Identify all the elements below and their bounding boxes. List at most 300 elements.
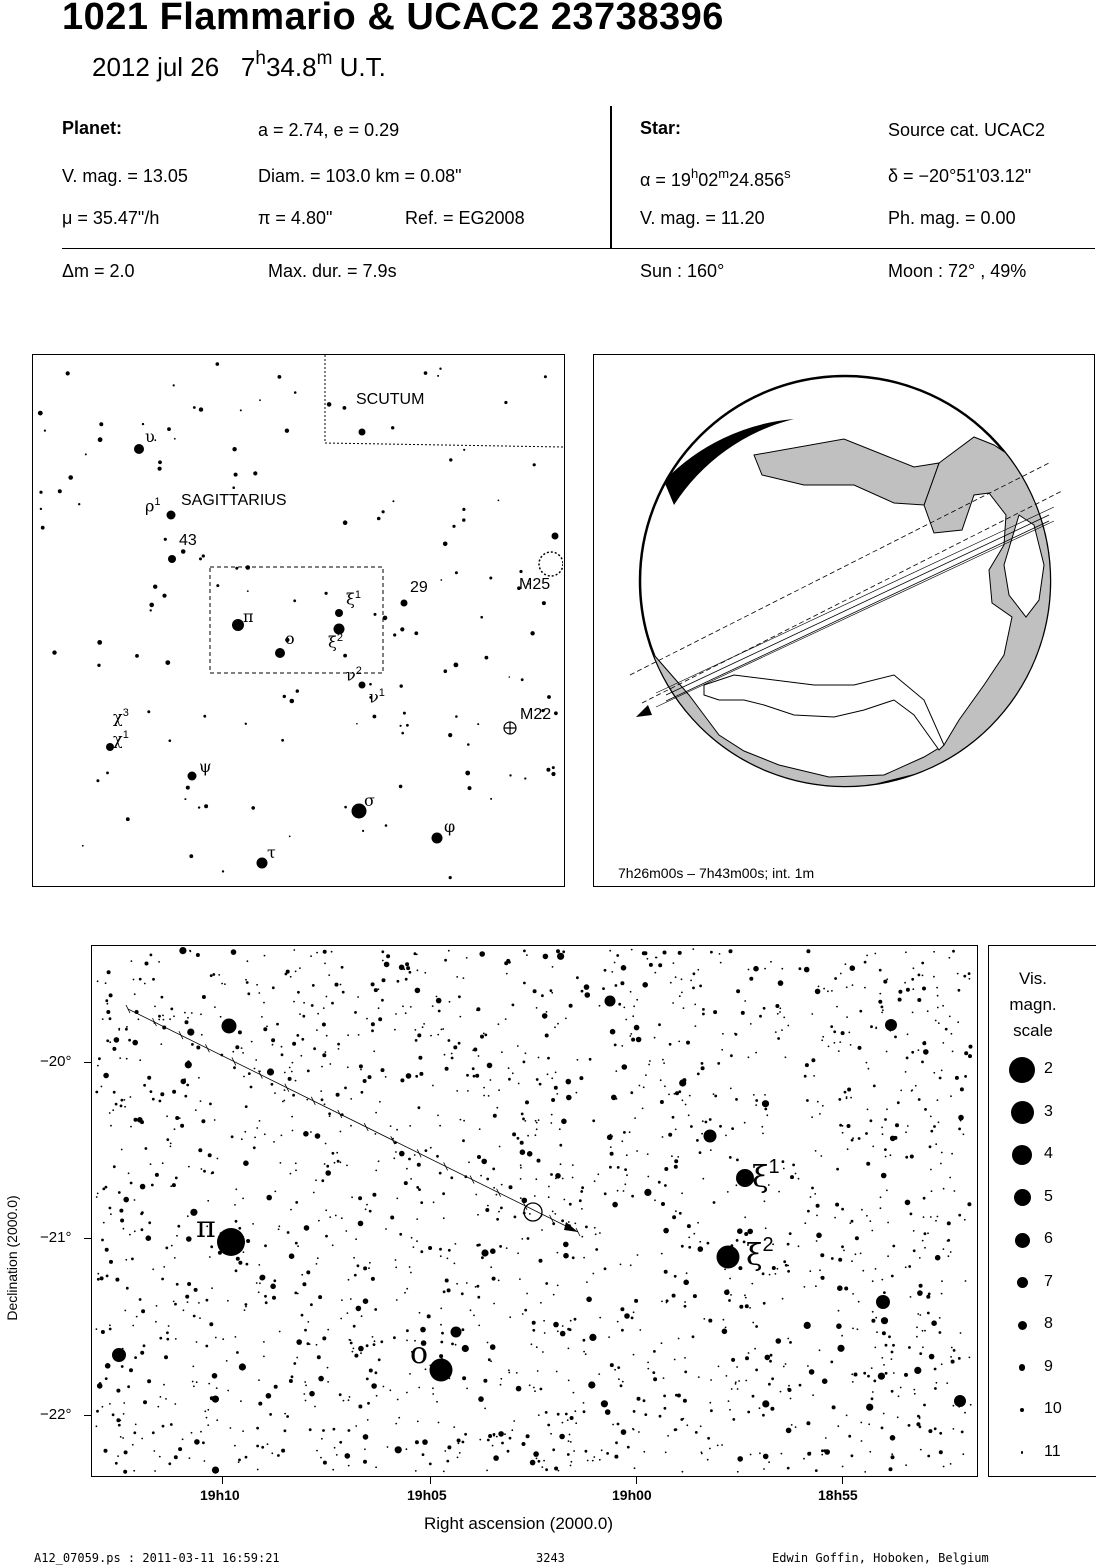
field-star: [245, 1456, 248, 1459]
dec-tick-mark-20: [84, 1062, 91, 1063]
field-star: [540, 1388, 543, 1391]
field-star: [233, 1066, 236, 1069]
field-star: [470, 1309, 472, 1311]
field-star: [735, 1381, 737, 1383]
field-star: [891, 1358, 893, 1360]
field-star: [281, 1053, 284, 1056]
field-star: [724, 1290, 730, 1296]
field-star: [279, 1331, 281, 1333]
field-star: [787, 1025, 789, 1027]
field-star: [822, 1105, 824, 1107]
scale-dot-mag-7: [1017, 1277, 1028, 1288]
field-star: [842, 1466, 844, 1468]
field-star: [374, 1308, 377, 1311]
field-star: [451, 1057, 454, 1060]
field-star: [795, 1173, 797, 1175]
field-star: [168, 1462, 171, 1465]
field-star: [759, 1452, 761, 1454]
field-star: [816, 1233, 822, 1239]
finder-star: [547, 695, 551, 699]
field-star: [567, 1419, 569, 1421]
field-star: [585, 1353, 587, 1355]
field-star: [942, 1042, 944, 1044]
finder-star: [455, 715, 458, 718]
field-star: [813, 1075, 815, 1077]
field-star: [867, 1375, 870, 1378]
field-star: [456, 1090, 458, 1092]
field-star: [744, 1122, 746, 1124]
field-star: [881, 1317, 888, 1324]
field-star: [102, 1018, 104, 1020]
field-star: [174, 1257, 176, 1259]
field-star: [673, 962, 675, 964]
field-star: [854, 1373, 858, 1377]
field-star: [664, 1167, 668, 1171]
field-star: [109, 1017, 112, 1020]
field-star: [709, 1118, 712, 1121]
finder-chart: [32, 354, 565, 887]
field-star: [190, 950, 192, 952]
field-star: [126, 1287, 129, 1290]
field-star: [490, 1266, 492, 1268]
finder-star: [327, 402, 332, 407]
field-star: [536, 1007, 538, 1009]
field-star: [416, 1186, 419, 1189]
field-star: [272, 986, 275, 989]
finder-star: [216, 584, 219, 587]
field-star: [930, 1216, 932, 1218]
field-star: [850, 1044, 852, 1046]
field-star: [687, 1224, 691, 1228]
finder-star: [40, 508, 42, 510]
field-star: [115, 1103, 118, 1106]
field-star: [763, 1468, 765, 1470]
field-star: [647, 958, 649, 960]
field-star: [707, 1242, 710, 1245]
field-star: [887, 1255, 889, 1257]
finder-star: [135, 654, 139, 658]
field-star: [459, 1016, 461, 1018]
field-star: [833, 1030, 836, 1033]
field-star: [361, 1315, 363, 1317]
field-star: [264, 1133, 266, 1135]
field-star: [654, 1199, 656, 1201]
field-star: [648, 1064, 650, 1066]
field-star: [905, 1200, 911, 1206]
field-star: [749, 1307, 751, 1309]
field-star: [755, 1325, 758, 1328]
field-star: [325, 1235, 328, 1238]
field-star: [583, 1257, 585, 1259]
field-star: [574, 1318, 577, 1321]
field-star: [755, 1052, 757, 1054]
field-star: [586, 1297, 592, 1303]
field-star: [886, 978, 888, 980]
field-star: [935, 1220, 937, 1222]
field-star: [904, 1373, 908, 1377]
field-star: [454, 1263, 456, 1265]
field-star: [866, 1215, 868, 1217]
field-star: [663, 1377, 665, 1379]
field-star: [938, 1022, 940, 1024]
field-star: [674, 1275, 677, 1278]
field-star: [332, 1469, 334, 1471]
scale-label-mag-11: 11: [1044, 1442, 1061, 1460]
field-star: [636, 1150, 638, 1152]
field-star: [918, 974, 921, 977]
field-star: [320, 1457, 322, 1459]
field-star: [278, 1225, 280, 1227]
field-star: [507, 1450, 510, 1453]
field-star: [728, 1400, 730, 1402]
field-star: [675, 1091, 679, 1095]
field-star: [750, 1454, 752, 1456]
field-star: [570, 1441, 572, 1443]
field-star: [207, 1409, 209, 1411]
field-star: [629, 1131, 631, 1133]
field-star: [735, 1383, 737, 1385]
field-star: [131, 1258, 134, 1261]
field-star: [594, 1180, 596, 1182]
footer-file: A12_07059.ps : 2011-03-11 16:59:21: [34, 1551, 280, 1565]
ra-tick-mark-1905: [430, 1477, 431, 1484]
field-star: [348, 1429, 351, 1432]
field-star: [129, 1368, 133, 1372]
field-star: [109, 1403, 111, 1405]
scale-dot-mag-11: [1021, 1451, 1024, 1454]
star-pi: [217, 1228, 245, 1256]
field-star: [750, 1023, 752, 1025]
field-star: [209, 1322, 213, 1326]
field-star: [721, 1444, 723, 1446]
field-star: [709, 1402, 711, 1404]
field-star: [326, 996, 328, 998]
field-star: [703, 1318, 705, 1320]
field-star: [560, 1163, 562, 1165]
field-star: [828, 1046, 830, 1048]
field-star: [942, 1005, 944, 1007]
finder-star: [126, 817, 130, 821]
field-star: [523, 982, 526, 985]
field-star: [661, 1202, 665, 1206]
field-star: [175, 1116, 179, 1120]
field-star: [196, 1046, 200, 1050]
field-star: [160, 1043, 162, 1045]
field-star: [614, 1044, 617, 1047]
field-star: [493, 1455, 499, 1461]
field-star: [506, 959, 510, 963]
field-star: [962, 1453, 964, 1455]
field-star: [437, 1115, 439, 1117]
field-star: [782, 1298, 784, 1300]
x-axis-title: Right ascension (2000.0): [424, 1514, 614, 1533]
field-star: [124, 1310, 126, 1312]
field-star: [573, 1450, 575, 1452]
field-star: [838, 1098, 841, 1101]
field-star: [872, 1146, 874, 1148]
field-star: [343, 1400, 345, 1402]
track-tick: [391, 1136, 395, 1144]
field-star: [731, 1358, 735, 1362]
field-star: [781, 1453, 783, 1455]
finder-star: [393, 633, 396, 636]
field-star: [699, 985, 702, 988]
field-star: [653, 1350, 656, 1353]
field-star: [924, 1041, 926, 1043]
ra-tick-1910: 19h10: [200, 1487, 240, 1503]
field-star: [701, 1133, 703, 1135]
field-star: [688, 1237, 690, 1239]
field-star: [631, 1317, 634, 1320]
field-star: [109, 1041, 111, 1043]
scale-label-mag-2: 2: [1044, 1060, 1053, 1077]
field-star: [433, 1201, 435, 1203]
field-star: [246, 981, 249, 984]
field-star: [104, 1449, 108, 1453]
field-star: [472, 1049, 474, 1051]
field-star: [562, 1422, 564, 1424]
field-star: [647, 1153, 649, 1155]
field-star: [550, 989, 553, 992]
field-star: [200, 1100, 202, 1102]
field-star: [585, 1226, 588, 1229]
finder-star: [519, 570, 522, 573]
field-star: [935, 1020, 937, 1022]
field-star: [428, 1246, 432, 1250]
field-star: [420, 1250, 423, 1253]
field-star: [870, 1025, 873, 1028]
field-star: [389, 1389, 391, 1391]
field-star: [137, 1117, 143, 1123]
field-star: [722, 1329, 728, 1335]
field-star: [512, 1072, 514, 1074]
field-star: [460, 1119, 462, 1121]
field-star: [954, 1190, 956, 1192]
field-star: [509, 1437, 512, 1440]
field-star: [266, 1026, 268, 1028]
finder-star: [465, 771, 470, 776]
field-star: [393, 1157, 395, 1159]
field-star: [675, 1129, 677, 1131]
field-star: [396, 1198, 398, 1200]
field-star: [258, 1402, 262, 1406]
finder-star: [325, 592, 328, 595]
field-star: [922, 1346, 924, 1348]
finder-star: [188, 772, 197, 781]
field-star: [710, 1379, 712, 1381]
field-star: [930, 1130, 933, 1133]
field-star: [364, 1448, 366, 1450]
field-star: [334, 1447, 336, 1449]
field-star: [416, 1218, 418, 1220]
field-star: [356, 1306, 362, 1312]
field-star: [107, 970, 111, 974]
field-star: [832, 1405, 836, 1409]
field-star: [565, 1413, 568, 1416]
field-star: [453, 1045, 457, 1049]
field-star: [905, 1131, 907, 1133]
field-star: [873, 1085, 876, 1088]
field-star: [906, 1057, 909, 1060]
field-star: [678, 1090, 681, 1093]
field-star: [872, 1311, 874, 1313]
field-star: [166, 1331, 169, 1334]
field-star: [119, 1057, 121, 1059]
scale-dot-mag-3: [1011, 1101, 1034, 1124]
field-star: [134, 993, 136, 995]
field-star: [581, 1208, 583, 1210]
field-star: [626, 1174, 628, 1176]
field-star: [376, 1395, 378, 1397]
field-star: [852, 984, 854, 986]
field-star: [930, 1116, 932, 1118]
field-star: [537, 1159, 541, 1163]
planet-vmag: V. mag. = 13.05: [62, 166, 188, 186]
chart-label-xi2: $\xi^2$: [746, 1234, 774, 1273]
field-star: [644, 1189, 651, 1196]
field-star: [785, 1056, 787, 1058]
field-star: [512, 1132, 516, 1136]
field-star: [599, 1317, 601, 1319]
field-star: [934, 1368, 937, 1371]
finder-star: [533, 463, 536, 466]
field-star: [539, 1083, 542, 1086]
field-star: [266, 1195, 272, 1201]
field-star: [296, 1034, 299, 1037]
field-star: [871, 1367, 873, 1369]
field-star: [804, 1286, 806, 1288]
field-star: [866, 1062, 868, 1064]
field-star: [838, 1310, 840, 1312]
field-star: [708, 1319, 712, 1323]
field-star: [270, 1284, 276, 1290]
field-star: [843, 1250, 845, 1252]
field-star: [325, 1209, 327, 1211]
field-star: [335, 983, 339, 987]
field-star: [328, 1112, 331, 1115]
field-star: [880, 1207, 882, 1209]
field-star: [614, 1455, 618, 1459]
field-star: [568, 1221, 570, 1223]
field-star: [231, 949, 237, 955]
field-star: [340, 1131, 342, 1133]
field-star: [597, 1173, 599, 1175]
field-star: [719, 953, 721, 955]
field-star: [914, 1393, 916, 1395]
field-star: [326, 1035, 328, 1037]
field-star: [347, 1066, 349, 1068]
field-star: [842, 1132, 844, 1134]
field-star: [535, 1134, 537, 1136]
field-star: [496, 1194, 498, 1196]
field-star: [350, 1125, 352, 1127]
field-star: [508, 1067, 510, 1069]
label-omicron: o: [285, 629, 295, 648]
star-right-ascension: [640, 166, 791, 191]
field-star: [145, 962, 149, 966]
field-star: [170, 1185, 172, 1187]
field-star: [658, 1181, 661, 1184]
field-star: [791, 1424, 793, 1426]
field-star: [522, 1198, 528, 1204]
field-star: [897, 1416, 899, 1418]
field-star: [610, 1146, 612, 1148]
field-star: [836, 1006, 838, 1008]
field-star: [247, 960, 249, 962]
field-star: [586, 1281, 588, 1283]
field-star: [258, 1379, 260, 1381]
field-star: [415, 1039, 418, 1042]
label-xi1: $\xi^1$: [346, 589, 361, 609]
star-heading: Star:: [640, 118, 682, 138]
finder-star: [490, 798, 492, 800]
field-star: [906, 988, 910, 992]
finder-star: [391, 426, 394, 429]
finder-star: [544, 375, 547, 378]
field-star: [486, 1470, 488, 1472]
field-star: [106, 1275, 109, 1278]
field-star: [563, 1253, 569, 1259]
field-star: [192, 1381, 194, 1383]
field-star: [918, 1049, 920, 1051]
field-star: [127, 1385, 130, 1388]
field-star: [964, 1075, 967, 1078]
field-star: [679, 1079, 686, 1086]
field-star: [701, 1062, 704, 1065]
field-star: [684, 1301, 686, 1303]
field-star: [680, 1418, 683, 1421]
field-star: [837, 1425, 839, 1427]
field-star: [682, 1471, 684, 1473]
field-star: [718, 1366, 720, 1368]
field-star: [321, 1098, 324, 1101]
field-star: [910, 1213, 913, 1216]
field-star: [371, 1277, 375, 1281]
field-star: [935, 1255, 941, 1261]
field-star: [860, 1253, 862, 1255]
field-star: [292, 1094, 295, 1097]
label-pi: π: [243, 607, 254, 626]
field-star: [599, 1005, 601, 1007]
field-star: [873, 1380, 876, 1383]
field-star: [624, 1168, 627, 1171]
field-star: [180, 1124, 184, 1128]
field-star: [520, 1178, 522, 1180]
field-star: [841, 1335, 843, 1337]
field-star: [443, 1471, 445, 1473]
field-star: [207, 1200, 209, 1202]
field-star: [615, 1441, 618, 1444]
field-star: [271, 1452, 273, 1454]
field-star: [526, 954, 528, 956]
field-star: [822, 1036, 824, 1038]
planet-heading: Planet:: [62, 118, 123, 138]
field-star: [121, 1149, 123, 1151]
field-star: [937, 1216, 939, 1218]
field-star: [456, 976, 458, 978]
field-star: [737, 1471, 739, 1473]
field-star: [782, 1160, 785, 1163]
field-star: [496, 1218, 499, 1221]
field-star: [683, 1399, 687, 1403]
field-star: [468, 1161, 470, 1163]
field-star: [837, 1285, 843, 1291]
field-star: [436, 996, 438, 998]
field-star: [551, 1098, 555, 1102]
field-star: [383, 1386, 385, 1388]
field-star: [276, 1023, 279, 1026]
field-star: [241, 1047, 243, 1049]
